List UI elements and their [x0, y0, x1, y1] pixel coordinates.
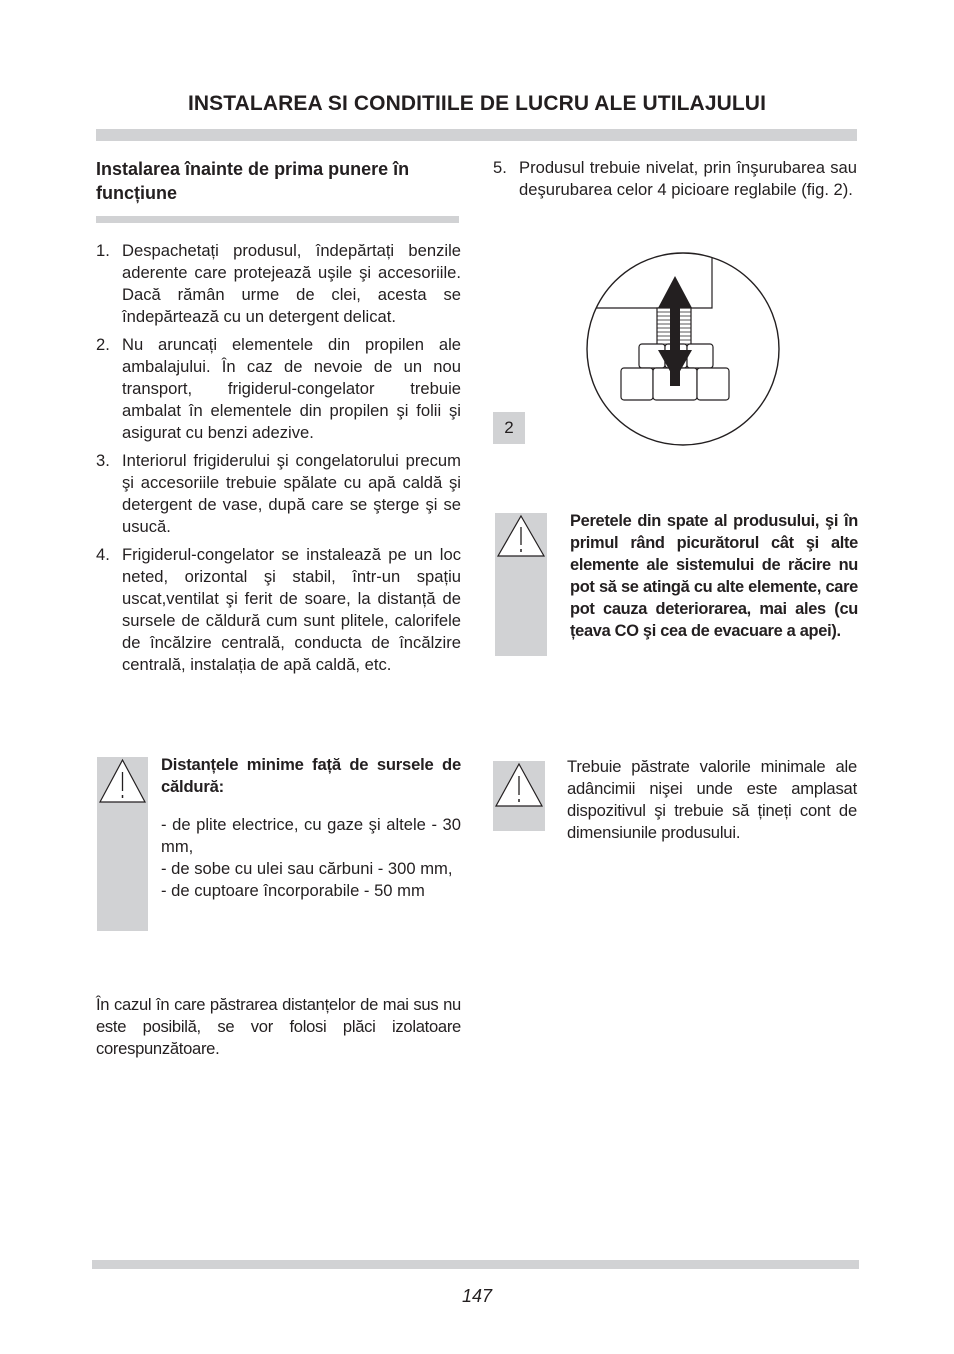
warning-distances-heading: Distanțele minime față de sursele de căldură: — [161, 755, 461, 796]
distance-line: - de cuptoare încorporabile - 50 mm — [161, 881, 425, 900]
warning-triangle-icon — [493, 761, 545, 809]
title-divider — [96, 129, 857, 141]
figure-label: 2 — [493, 412, 525, 444]
warning-triangle-icon — [495, 513, 547, 559]
list-item: 3. Interiorul frigiderului şi congelatorului precum şi accesoriile trebuie spălate cu apă caldă şi detergent de vase, după care se şterge şi se usucă. — [96, 451, 461, 536]
warning-back-wall-text: Peretele din spate al produsului, şi în primul rând picurătorul cât şi alte elemente ale sistemului de răcire nu pot să se atingă cu alte elemente, care pot cauza deteriorarea, mai ales (cu țeava CO şi cea de evacuare a apei). — [570, 512, 858, 640]
insulation-note: În cazul în care păstrarea distanțelor de mai sus nu este posibilă, se vor folosi plăci izolatoare corespunzătoare. — [96, 995, 461, 1058]
distance-line: - de sobe cu ulei sau cărbuni - 300 mm, — [161, 859, 453, 878]
page-number: 147 — [461, 1286, 493, 1306]
step-text: Interiorul frigiderului şi congelatorului precum şi accesoriile trebuie spălate cu apă caldă şi detergent de vase, după care se şterge şi se usucă. — [122, 451, 461, 536]
warning-triangle-icon — [97, 757, 148, 805]
step-text: Nu aruncați elementele din propilen ale ambalajului. În caz de nevoie de un nou transport, frigiderul-congelator trebuie ambalat în elementele din propilen şi folii şi asigurat cu benzi adezive. — [122, 335, 461, 442]
warning-niche-text: Trebuie păstrate valorile minimale ale adâncimii nişei unde este amplasat dispozitivul şi trebuie să țineți cont de dimensiunile produsului. — [567, 757, 857, 842]
leveling-step — [493, 157, 857, 207]
footer-divider — [92, 1260, 859, 1269]
adjustable-foot-figure — [584, 250, 782, 448]
section-divider — [96, 216, 459, 223]
step-text: Produsul trebuie nivelat, prin înşurubarea sau deşurubarea celor 4 picioare reglabile (fig. 2). — [519, 158, 857, 199]
section-heading: Instalarea înainte de prima punere în funcțiune — [96, 159, 410, 203]
warning-distances-text — [161, 754, 461, 902]
list-item: 2. Nu aruncați elementele din propilen ale ambalajului. În caz de nevoie de un nou transport, frigiderul-congelator trebuie ambalat în elementele din propilen şi folii şi asigurat cu benzi adezive. — [96, 335, 461, 442]
page-title: INSTALAREA SI CONDITIILE DE LUCRU ALE UTILAJULUI — [187, 92, 766, 115]
step-text: Despachetați produsul, îndepărtați benzile aderente care protejează uşile şi accesoriile. Dacă rămân urme de clei, acesta se îndepărtează cu un detergent delicat. — [122, 241, 461, 326]
list-item: 1. Despachetați produsul, îndepărtați benzile aderente care protejează uşile şi accesoriile. Dacă rămân urme de clei, acesta se îndepărtează cu un detergent delicat. — [96, 241, 461, 326]
step-text: Frigiderul-congelator se instalează pe un loc neted, orizontal şi stabil, într-un spațiu uscat,ventilat şi ferit de soare, la distanță de sursele de căldură cum sunt plitele, calorifele de încălzire centrală, conducta de încălzire centrală, instalația de apă caldă, etc. — [122, 545, 461, 674]
list-item: 5. Produsul trebuie nivelat, prin înşurubarea sau deşurubarea celor 4 picioare reglabile (fig. 2). — [493, 158, 857, 199]
list-item: 4. Frigiderul-congelator se instalează pe un loc neted, orizontal şi stabil, într-un spațiu uscat,ventilat şi ferit de soare, la distanță de sursele de căldură cum sunt plitele, calorifele de încălzire centrală, conducta de încălzire centrală, instalația de apă caldă, etc. — [96, 545, 461, 674]
installation-steps — [96, 240, 461, 682]
distance-line: - de plite electrice, cu gaze şi altele - 30 mm, — [161, 815, 461, 856]
